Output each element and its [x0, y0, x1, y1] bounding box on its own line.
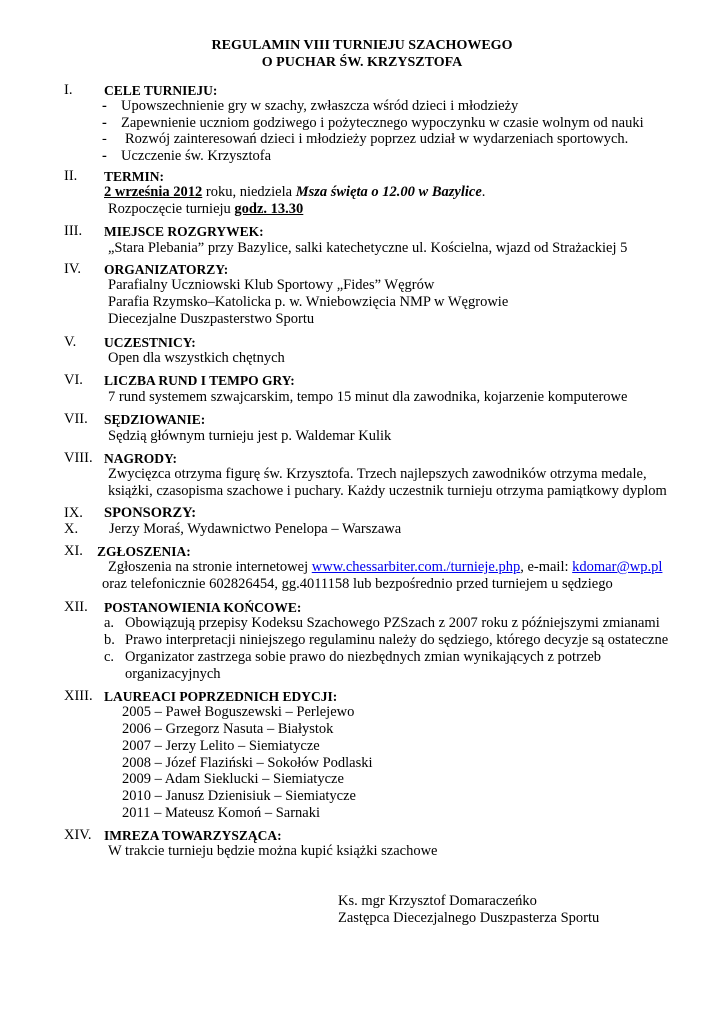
- section-14-number: XIV.: [64, 827, 92, 843]
- mass-time: Msza święta o 12.00 w Bazylice: [295, 184, 482, 200]
- organizer-2: Parafia Rzymsko–Katolicka p. w. Wniebowzięcia NMP w Węgrowie: [108, 294, 509, 310]
- list-item: 2011 – Mateusz Komoń – Sarnaki: [122, 805, 321, 821]
- section-9-heading: SPONSORZY:: [104, 505, 197, 521]
- tournament-date-line: 2 września 2012 roku, niedziela Msza święta o 12.00 w Bazylice.: [104, 184, 486, 200]
- provision-letter: a.: [104, 615, 115, 631]
- section-5-number: V.: [64, 334, 77, 350]
- section-10-number: X.: [64, 521, 79, 537]
- section-1-heading: CELE TURNIEJU:: [104, 83, 218, 98]
- section-11-number: XI.: [64, 543, 83, 559]
- section-6-number: VI.: [64, 372, 83, 388]
- email-link[interactable]: kdomar@wp.pl: [572, 559, 663, 575]
- section-7-number: VII.: [64, 411, 88, 427]
- list-item: 2005 – Paweł Boguszewski – Perlejewo: [122, 704, 355, 720]
- list-item: 2010 – Janusz Dzienisiuk – Siemiatycze: [122, 788, 356, 804]
- provision-c: Organizator zastrzega sobie prawo do niezbędnych zmian wynikających z potrzeb: [125, 649, 602, 665]
- side-event: W trakcie turnieju będzie można kupić książki szachowe: [108, 843, 438, 859]
- sponsor: Jerzy Moraś, Wydawnictwo Penelopa – Warszawa: [109, 521, 402, 537]
- organizer-3: Diecezjalne Duszpasterstwo Sportu: [108, 311, 315, 327]
- bullet-dash: -: [102, 131, 107, 147]
- provision-letter: b.: [104, 632, 115, 648]
- section-6-heading: LICZBA RUND I TEMPO GRY:: [104, 373, 295, 388]
- section-2-number: II.: [64, 168, 78, 184]
- goal-4: Uczczenie św. Krzysztofa: [121, 148, 272, 164]
- section-5-heading: UCZESTNICY:: [104, 335, 196, 350]
- section-4-number: IV.: [64, 261, 82, 277]
- section-1-number: I.: [64, 82, 73, 98]
- start-time-line: Rozpoczęcie turnieju godz. 13.30: [108, 201, 304, 217]
- title-line-2: O PUCHAR ŚW. KRZYSZTOFA: [261, 55, 463, 70]
- section-13-heading: LAUREACI POPRZEDNICH EDYCJI:: [104, 689, 338, 704]
- signature-name: Ks. mgr Krzysztof Domaraczeńko: [338, 893, 537, 909]
- section-4-heading: ORGANIZATORZY:: [104, 262, 229, 277]
- rounds-and-tempo: 7 rund systemem szwajcarskim, tempo 15 minut dla zawodnika, kojarzenie komputerowe: [108, 389, 628, 405]
- section-3-heading: MIEJSCE ROZGRYWEK:: [104, 224, 264, 239]
- registration-line-1: Zgłoszenia na stronie internetowej www.chessarbiter.com./turnieje.php, e-mail: kdomar@wp.pl: [108, 559, 663, 575]
- venue: „Stara Plebania” przy Bazylice, salki katechetyczne ul. Kościelna, wjazd od Strażackiej 5: [108, 240, 628, 256]
- section-9-number: IX.: [64, 505, 83, 521]
- bullet-dash: -: [102, 115, 107, 131]
- signature-role: Zastępca Diecezjalnego Duszpasterza Sportu: [338, 910, 600, 926]
- section-11-heading: ZGŁOSZENIA:: [97, 544, 191, 559]
- section-3-number: III.: [64, 223, 83, 239]
- list-item: 2007 – Jerzy Lelito – Siemiatycze: [122, 738, 320, 754]
- section-14-heading: IMREZA TOWARZYSZĄCA:: [104, 828, 282, 843]
- provision-b: Prawo interpretacji niniejszego regulaminu należy do sędziego, którego decyzje są ostateczne: [125, 632, 669, 648]
- title-line-1: REGULAMIN VIII TURNIEJU SZACHOWEGO: [211, 38, 513, 53]
- goal-1: Upowszechnienie gry w szachy, zwłaszcza wśród dzieci i młodzieży: [121, 98, 519, 114]
- tournament-date: 2 września 2012: [104, 184, 203, 200]
- bullet-dash: -: [102, 98, 107, 114]
- provision-letter: c.: [104, 649, 115, 665]
- organizer-1: Parafialny Uczniowski Klub Sportowy „Fides” Węgrów: [108, 277, 435, 293]
- section-2-heading: TERMIN:: [104, 169, 164, 184]
- goal-2: Zapewnienie uczniom godziwego i pożytecznego wypoczynku w czasie wolnym od nauki: [121, 115, 644, 131]
- section-8-number: VIII.: [64, 450, 93, 466]
- bullet-dash: -: [102, 148, 107, 164]
- section-8-heading: NAGRODY:: [104, 451, 178, 466]
- section-12-number: XII.: [64, 599, 88, 615]
- list-item: 2009 – Adam Sieklucki – Siemiatycze: [122, 771, 344, 787]
- registration-url-link[interactable]: www.chessarbiter.com./turnieje.php: [311, 559, 521, 575]
- goal-3: Rozwój zainteresowań dzieci i młodzieży poprzez udział w wydarzeniach sportowych.: [125, 131, 629, 147]
- provision-c-continuation: organizacyjnych: [125, 666, 221, 682]
- registration-line-2: oraz telefonicznie 602826454, gg.4011158 lub bezpośrednio przed turniejem u sędziego: [102, 576, 613, 592]
- provision-a: Obowiązują przepisy Kodeksu Szachowego PZSzach z 2007 roku z późniejszymi zmianami: [125, 615, 660, 631]
- chief-arbiter: Sędzią głównym turnieju jest p. Waldemar Kulik: [108, 428, 392, 444]
- list-item: 2006 – Grzegorz Nasuta – Białystok: [122, 721, 334, 737]
- section-7-heading: SĘDZIOWANIE:: [104, 412, 206, 427]
- start-time: godz. 13.30: [234, 201, 304, 217]
- participants: Open dla wszystkich chętnych: [108, 350, 285, 366]
- prizes-line-2: książki, czasopisma szachowe i puchary. Każdy uczestnik turnieju otrzyma pamiątkowy dyplom: [108, 483, 667, 499]
- prizes-line-1: Zwycięzca otrzyma figurę św. Krzysztofa. Trzech najlepszych zawodników otrzyma medale,: [108, 466, 647, 482]
- section-13-number: XIII.: [64, 688, 93, 704]
- list-item: 2008 – Józef Flaziński – Sokołów Podlaski: [122, 755, 373, 771]
- section-12-heading: POSTANOWIENIA KOŃCOWE:: [104, 600, 302, 615]
